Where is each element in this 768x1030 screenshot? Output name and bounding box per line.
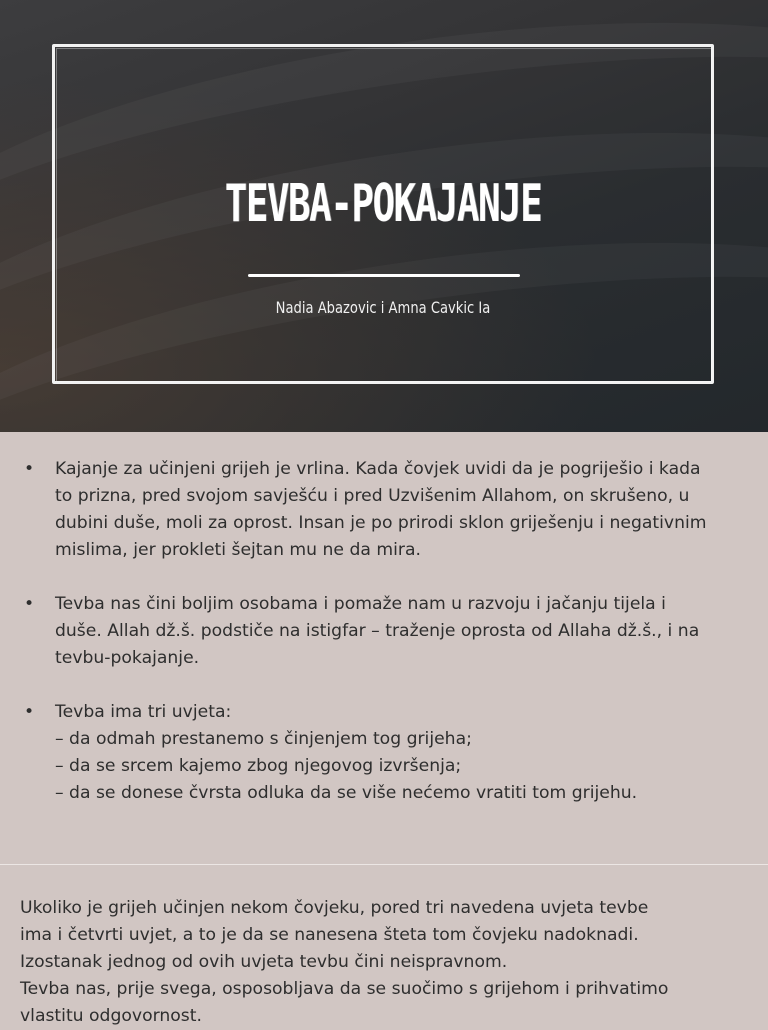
slide-title: TEVBA-POKAJANJE xyxy=(224,174,542,234)
slide-subtitle: Nadia Abazovic i Amna Cavkic Ia xyxy=(275,298,491,317)
bullet-marker: • xyxy=(24,459,35,479)
bullet-text: Tevba nas čini boljim osobama i pomaže nam u razvoju i jačanju tijela i duše. Allah dž.š. podstiče na istigfar – traženje oprosta od Allaha dž.š., i na tevbu-pokajanje. xyxy=(55,594,700,668)
bullet-item xyxy=(24,591,764,672)
bullet-item xyxy=(24,699,764,807)
bullet-text: Tevba ima tri uvjeta: – da odmah prestanemo s činjenjem tog grijeha; – da se srcem kajemo zbog njegovog izvršenja; – da se donese čvrsta odluka da se više nećemo vratiti tom grijehu. xyxy=(55,702,638,803)
paragraph-text: Ukoliko je grijeh učinjen nekom čovjeku, pored tri navedena uvjeta tevbe ima i četvrti uvjet, a to je da se nanesena šteta tom čovjeku nadoknadi. Izostanak jednog od ovih uvjeta tevbu čini neispravnom. Tevba nas, prije svega, osposobljava da se suočimo s grijehom i prihvatimo vlastitu odgovornost. xyxy=(20,898,669,1026)
bullets-slide xyxy=(0,432,768,864)
title-underline xyxy=(248,274,520,277)
bullet-marker: • xyxy=(24,702,35,722)
text-slide xyxy=(0,865,768,1024)
bullet-item xyxy=(24,456,764,564)
bullet-marker: • xyxy=(24,594,35,614)
title-slide xyxy=(0,0,768,432)
bullet-text: Kajanje za učinjeni grijeh je vrlina. Kada čovjek uvidi da je pogriješio i kada to prizna, pred svojom savješću i pred Uzvišenim Allahom, on skrušeno, u dubini duše, moli za oprost. Insan je po prirodi sklon griješenju i negativnim mislima, jer prokleti šejtan mu ne da mira. xyxy=(55,459,707,560)
